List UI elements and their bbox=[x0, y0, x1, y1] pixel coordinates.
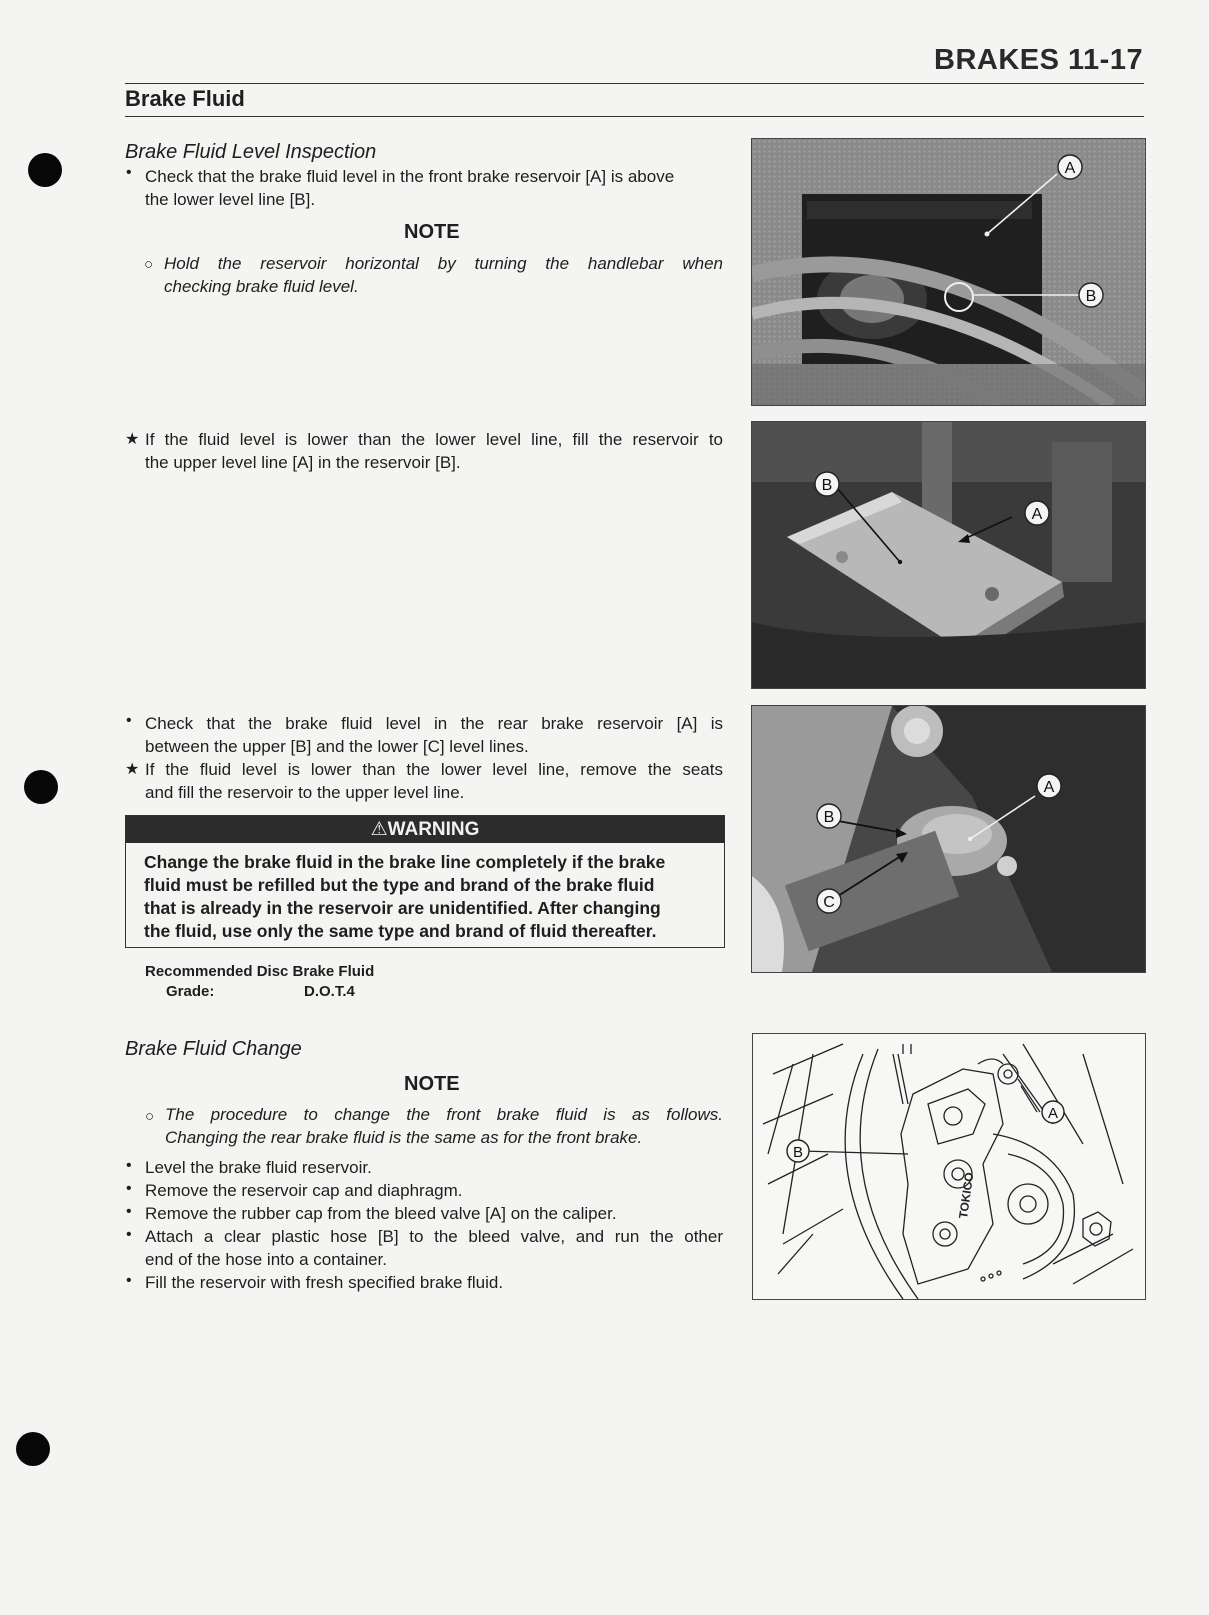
note-heading: NOTE bbox=[404, 1073, 460, 1095]
bullet-icon: • bbox=[126, 1203, 132, 1220]
figure-callout: B bbox=[823, 809, 835, 826]
text-line: between the upper [B] and the lower [C] level lines. bbox=[145, 737, 529, 756]
bullet-icon: • bbox=[126, 1226, 132, 1243]
text-line: checking brake fluid level. bbox=[164, 277, 359, 296]
warning-triangle-icon: ⚠ bbox=[370, 819, 388, 840]
star-icon: ★ bbox=[125, 431, 140, 448]
figure-front-reservoir bbox=[751, 138, 1146, 406]
page-header: BRAKES 11-17 bbox=[934, 44, 1144, 76]
bullet-icon: • bbox=[126, 1180, 132, 1197]
punch-hole-bottom bbox=[16, 1432, 50, 1466]
text-line: Attach a clear plastic hose [B] to the bleed valve, and run the other bbox=[145, 1227, 723, 1246]
header-rule bbox=[125, 83, 1144, 84]
text-line: Check that the brake fluid level in the rear brake reservoir [A] is bbox=[145, 714, 723, 733]
spec-grade-label: Grade: bbox=[166, 983, 215, 1000]
note-heading: NOTE bbox=[404, 221, 460, 243]
figure-caliper-bleed-valve bbox=[752, 1033, 1146, 1300]
figure-rear-reservoir bbox=[751, 705, 1146, 973]
spec-title: Recommended Disc Brake Fluid bbox=[145, 963, 375, 980]
warning-box bbox=[125, 815, 725, 948]
punch-hole-middle bbox=[24, 770, 58, 804]
step-attach-hose bbox=[145, 1225, 723, 1271]
warning-header bbox=[126, 816, 724, 843]
figure-callout: B bbox=[821, 477, 833, 494]
text-line: fluid must be refilled but the type and brand of the brake fluid bbox=[144, 875, 655, 895]
section-title: Brake Fluid bbox=[125, 86, 245, 111]
step-fill-front bbox=[145, 428, 723, 474]
text-line: If the fluid level is lower than the lower level line, remove the seats bbox=[145, 760, 723, 779]
ring-bullet-icon: ○ bbox=[145, 1108, 155, 1125]
step-remove-cap: Remove the reservoir cap and diaphragm. bbox=[145, 1181, 463, 1200]
figure-callout: A bbox=[1064, 160, 1076, 177]
section-rule bbox=[125, 116, 1144, 117]
ring-bullet-icon: ○ bbox=[144, 256, 154, 273]
text-line: the lower level line [B]. bbox=[145, 190, 316, 209]
bullet-icon: • bbox=[126, 712, 132, 729]
bullet-icon: • bbox=[126, 1272, 132, 1289]
text-line: and fill the reservoir to the upper level line. bbox=[145, 783, 465, 802]
warning-title: WARNING bbox=[387, 819, 480, 840]
text-line: the fluid, use only the same type and brand of fluid thereafter. bbox=[144, 921, 657, 941]
figure-callout: A bbox=[1047, 1105, 1059, 1122]
star-icon: ★ bbox=[125, 761, 140, 778]
text-line: Hold the reservoir horizontal by turning the handlebar when bbox=[164, 254, 723, 273]
caliper-brand-text: TOKICO bbox=[956, 1171, 977, 1220]
bullet-icon: • bbox=[126, 1157, 132, 1174]
text-line: that is already in the reservoir are unidentified. After changing bbox=[144, 898, 661, 918]
text-line: end of the hose into a container. bbox=[145, 1250, 387, 1269]
note-hold-horizontal bbox=[164, 252, 723, 298]
figure-callout: A bbox=[1043, 779, 1055, 796]
bullet-icon: • bbox=[126, 164, 132, 181]
figure-callout: C bbox=[823, 894, 835, 911]
level-inspection-heading: Brake Fluid Level Inspection bbox=[125, 141, 377, 163]
text-line: Change the brake fluid in the brake line completely if the brake bbox=[144, 852, 666, 872]
text-line: Check that the brake fluid level in the front brake reservoir [A] is above bbox=[145, 167, 675, 186]
figure-callout: A bbox=[1031, 506, 1043, 523]
warning-text bbox=[144, 851, 710, 943]
note-procedure bbox=[165, 1103, 723, 1149]
text-line: If the fluid level is lower than the lower level line, fill the reservoir to bbox=[145, 430, 723, 449]
step-remove-rubber-cap: Remove the rubber cap from the bleed valve [A] on the caliper. bbox=[145, 1204, 617, 1223]
step-check-front-level bbox=[145, 165, 723, 211]
spec-grade-value: D.O.T.4 bbox=[304, 983, 355, 1000]
text-line: Changing the rear brake fluid is the same as for the front brake. bbox=[165, 1128, 643, 1147]
figure-callout: B bbox=[1085, 288, 1097, 305]
step-fill-rear bbox=[145, 758, 723, 804]
text-line: The procedure to change the front brake fluid is as follows. bbox=[165, 1105, 723, 1124]
step-level-reservoir: Level the brake fluid reservoir. bbox=[145, 1158, 372, 1177]
text-line: the upper level line [A] in the reservoir [B]. bbox=[145, 453, 461, 472]
figure-reservoir-upper-line bbox=[751, 421, 1146, 689]
punch-hole-top bbox=[28, 153, 62, 187]
fluid-change-heading: Brake Fluid Change bbox=[125, 1038, 302, 1060]
step-fill-reservoir: Fill the reservoir with fresh specified brake fluid. bbox=[145, 1273, 504, 1292]
step-check-rear-level bbox=[145, 712, 723, 758]
figure-callout: B bbox=[792, 1144, 804, 1161]
